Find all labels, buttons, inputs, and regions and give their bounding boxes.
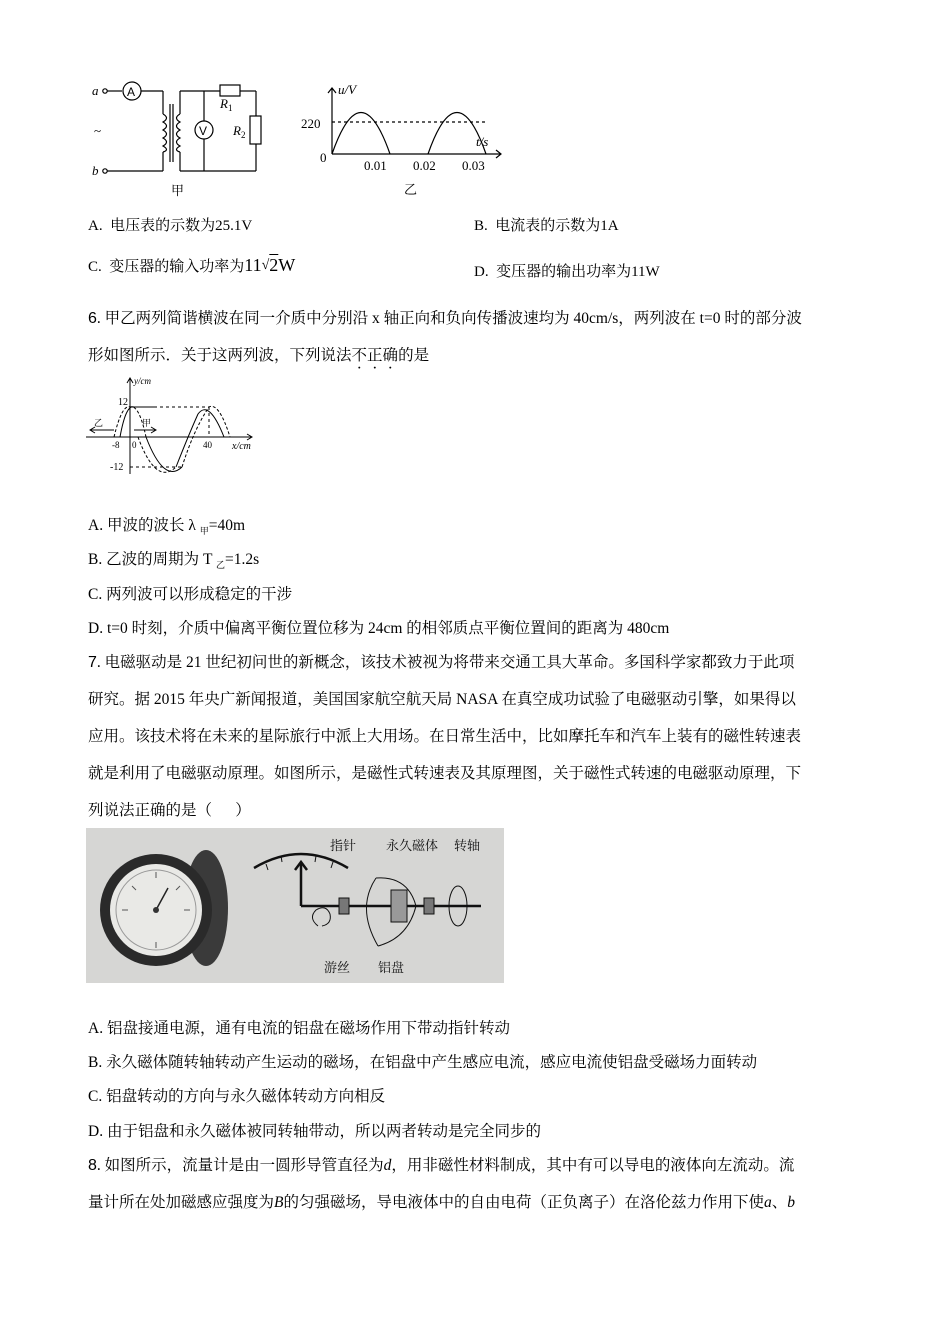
transformer-circuit-figure xyxy=(86,74,276,199)
tachometer-illustration xyxy=(86,828,504,983)
r1-label: $R_1$ xyxy=(220,96,233,113)
ac-source-symbol: ~ xyxy=(94,123,102,138)
label-pointer: 指针 xyxy=(330,839,357,854)
q5-option-c-value: 11√2W xyxy=(244,255,296,275)
graph-origin: 0 xyxy=(320,150,327,165)
q7-option-c[interactable]: C. 铝盘转动的方向与永久磁体转动方向相反 xyxy=(88,1088,386,1105)
wave-ytick-12: 12 xyxy=(118,397,128,408)
tachometer-photo xyxy=(86,828,504,983)
label-shaft: 转轴 xyxy=(454,839,481,854)
label-spring: 游丝 xyxy=(324,961,351,976)
wave-xtick-neg8: -8 xyxy=(112,440,120,450)
q7-option-d[interactable]: D. 由于铝盘和永久磁体被同转轴带动，所以两者转动是完全同步的 xyxy=(88,1123,541,1140)
wave-xlabel: x/cm xyxy=(232,441,251,452)
terminal-b-label: b xyxy=(92,163,99,178)
q7-stem-line1: 7. 电磁驱动是 21 世纪初问世的新概念，该技术被视为将带来交通工具大革命。多国科学家都致力于此项 xyxy=(88,654,795,671)
graph-xtick-003: 0.03 xyxy=(462,158,485,173)
q8-stem-line1: 8. 如图所示，流量计是由一圆形导管直径为d，用非磁性材料制成，其中有可以导电的液体向左流动。流 xyxy=(88,1157,795,1174)
q7-stem-line3: 应用。该技术将在未来的星际旅行中派上大用场。在日常生活中，比如摩托车和汽车上装有的磁性转速表 xyxy=(88,728,802,745)
ammeter-label: A xyxy=(127,85,136,99)
q7-option-a[interactable]: A. 铝盘接通电源，通有电流的铝盘在磁场作用下带动指针转动 xyxy=(88,1020,510,1037)
q6-option-d[interactable]: D. t=0 时刻，介质中偏离平衡位置位移为 24cm 的相邻质点平衡位置间的距离为 480cm xyxy=(88,620,670,637)
r2-label: $R_2$ xyxy=(233,123,246,140)
graph-xtick-001: 0.01 xyxy=(364,158,387,173)
wave-jia-label: 甲 xyxy=(142,418,152,428)
q5-option-c-text: C. 变压器的输入功率为 xyxy=(88,259,245,275)
q7-stem-line2: 研究。据 2015 年央广新闻报道，美国国家航空航天局 NASA 在真空成功试验了电磁驱动引擎，如果得以 xyxy=(88,691,796,708)
q5-option-d[interactable]: D. 变压器的输出功率为11W xyxy=(474,264,660,280)
wave-graph-figure xyxy=(84,374,259,484)
voltmeter-label: V xyxy=(199,124,208,138)
voltage-time-graph xyxy=(296,80,511,200)
label-magnet: 永久磁体 xyxy=(386,839,439,854)
q6-stem-line1: 6. 甲乙两列简谐横波在同一介质中分别沿 x 轴正向和负向传播波速均为 40cm/s，两列波在 t=0 时的部分波 xyxy=(88,310,802,327)
wave-ylabel: y/cm xyxy=(134,376,151,386)
graph-ytick-220: 220 xyxy=(301,116,321,131)
q6-stem-line2: 形如图所示．关于这两列波，下列说法不正确的是 xyxy=(88,347,430,364)
wave-yi-label: 乙 xyxy=(94,418,104,428)
figure-jia-caption: 甲 xyxy=(171,183,185,198)
q7-option-b[interactable]: B. 永久磁体随转轴转动产生运动的磁场，在铝盘中产生感应电流，感应电流使铝盘受磁场力面转动 xyxy=(88,1054,758,1071)
wave-xtick-0: 0 xyxy=(132,440,137,450)
q6-option-b[interactable]: B. 乙波的周期为 T $_乙$=1.2s xyxy=(88,551,260,571)
q7-stem-line4: 就是利用了电磁驱动原理。如图所示，是磁性式转速表及其原理图，关于磁性式转速的电磁驱动原理，下 xyxy=(88,765,802,782)
label-disc: 铝盘 xyxy=(378,961,405,976)
q6-option-a[interactable]: A. 甲波的波长 λ $_甲$=40m xyxy=(88,517,246,537)
graph-ylabel: u/V xyxy=(338,82,357,97)
q6-number: 6 xyxy=(88,310,97,327)
graph-xtick-002: 0.02 xyxy=(413,158,436,173)
wave-ytick-neg12: -12 xyxy=(110,462,124,473)
graph-xlabel: t/s xyxy=(476,134,489,149)
wave-xtick-40: 40 xyxy=(203,440,212,450)
q5-option-c[interactable] xyxy=(88,255,295,276)
q8-number: 8 xyxy=(88,1157,97,1174)
q6-option-c[interactable]: C. 两列波可以形成稳定的干涉 xyxy=(88,586,293,603)
q7-number: 7 xyxy=(88,654,97,671)
terminal-a-label: a xyxy=(92,83,99,98)
q5-option-b[interactable]: B. 电流表的示数为1A xyxy=(474,218,619,234)
q5-option-a[interactable]: A. 电压表的示数为25.1V xyxy=(88,218,253,234)
q7-stem-line5: 列说法正确的是（ ） xyxy=(88,802,251,819)
q8-stem-line2: 量计所在处加磁感应强度为B的匀强磁场，导电液体中的自由电荷（正负离子）在洛伦兹力作用下使a、b xyxy=(88,1194,796,1211)
figure-yi-caption: 乙 xyxy=(404,182,418,197)
